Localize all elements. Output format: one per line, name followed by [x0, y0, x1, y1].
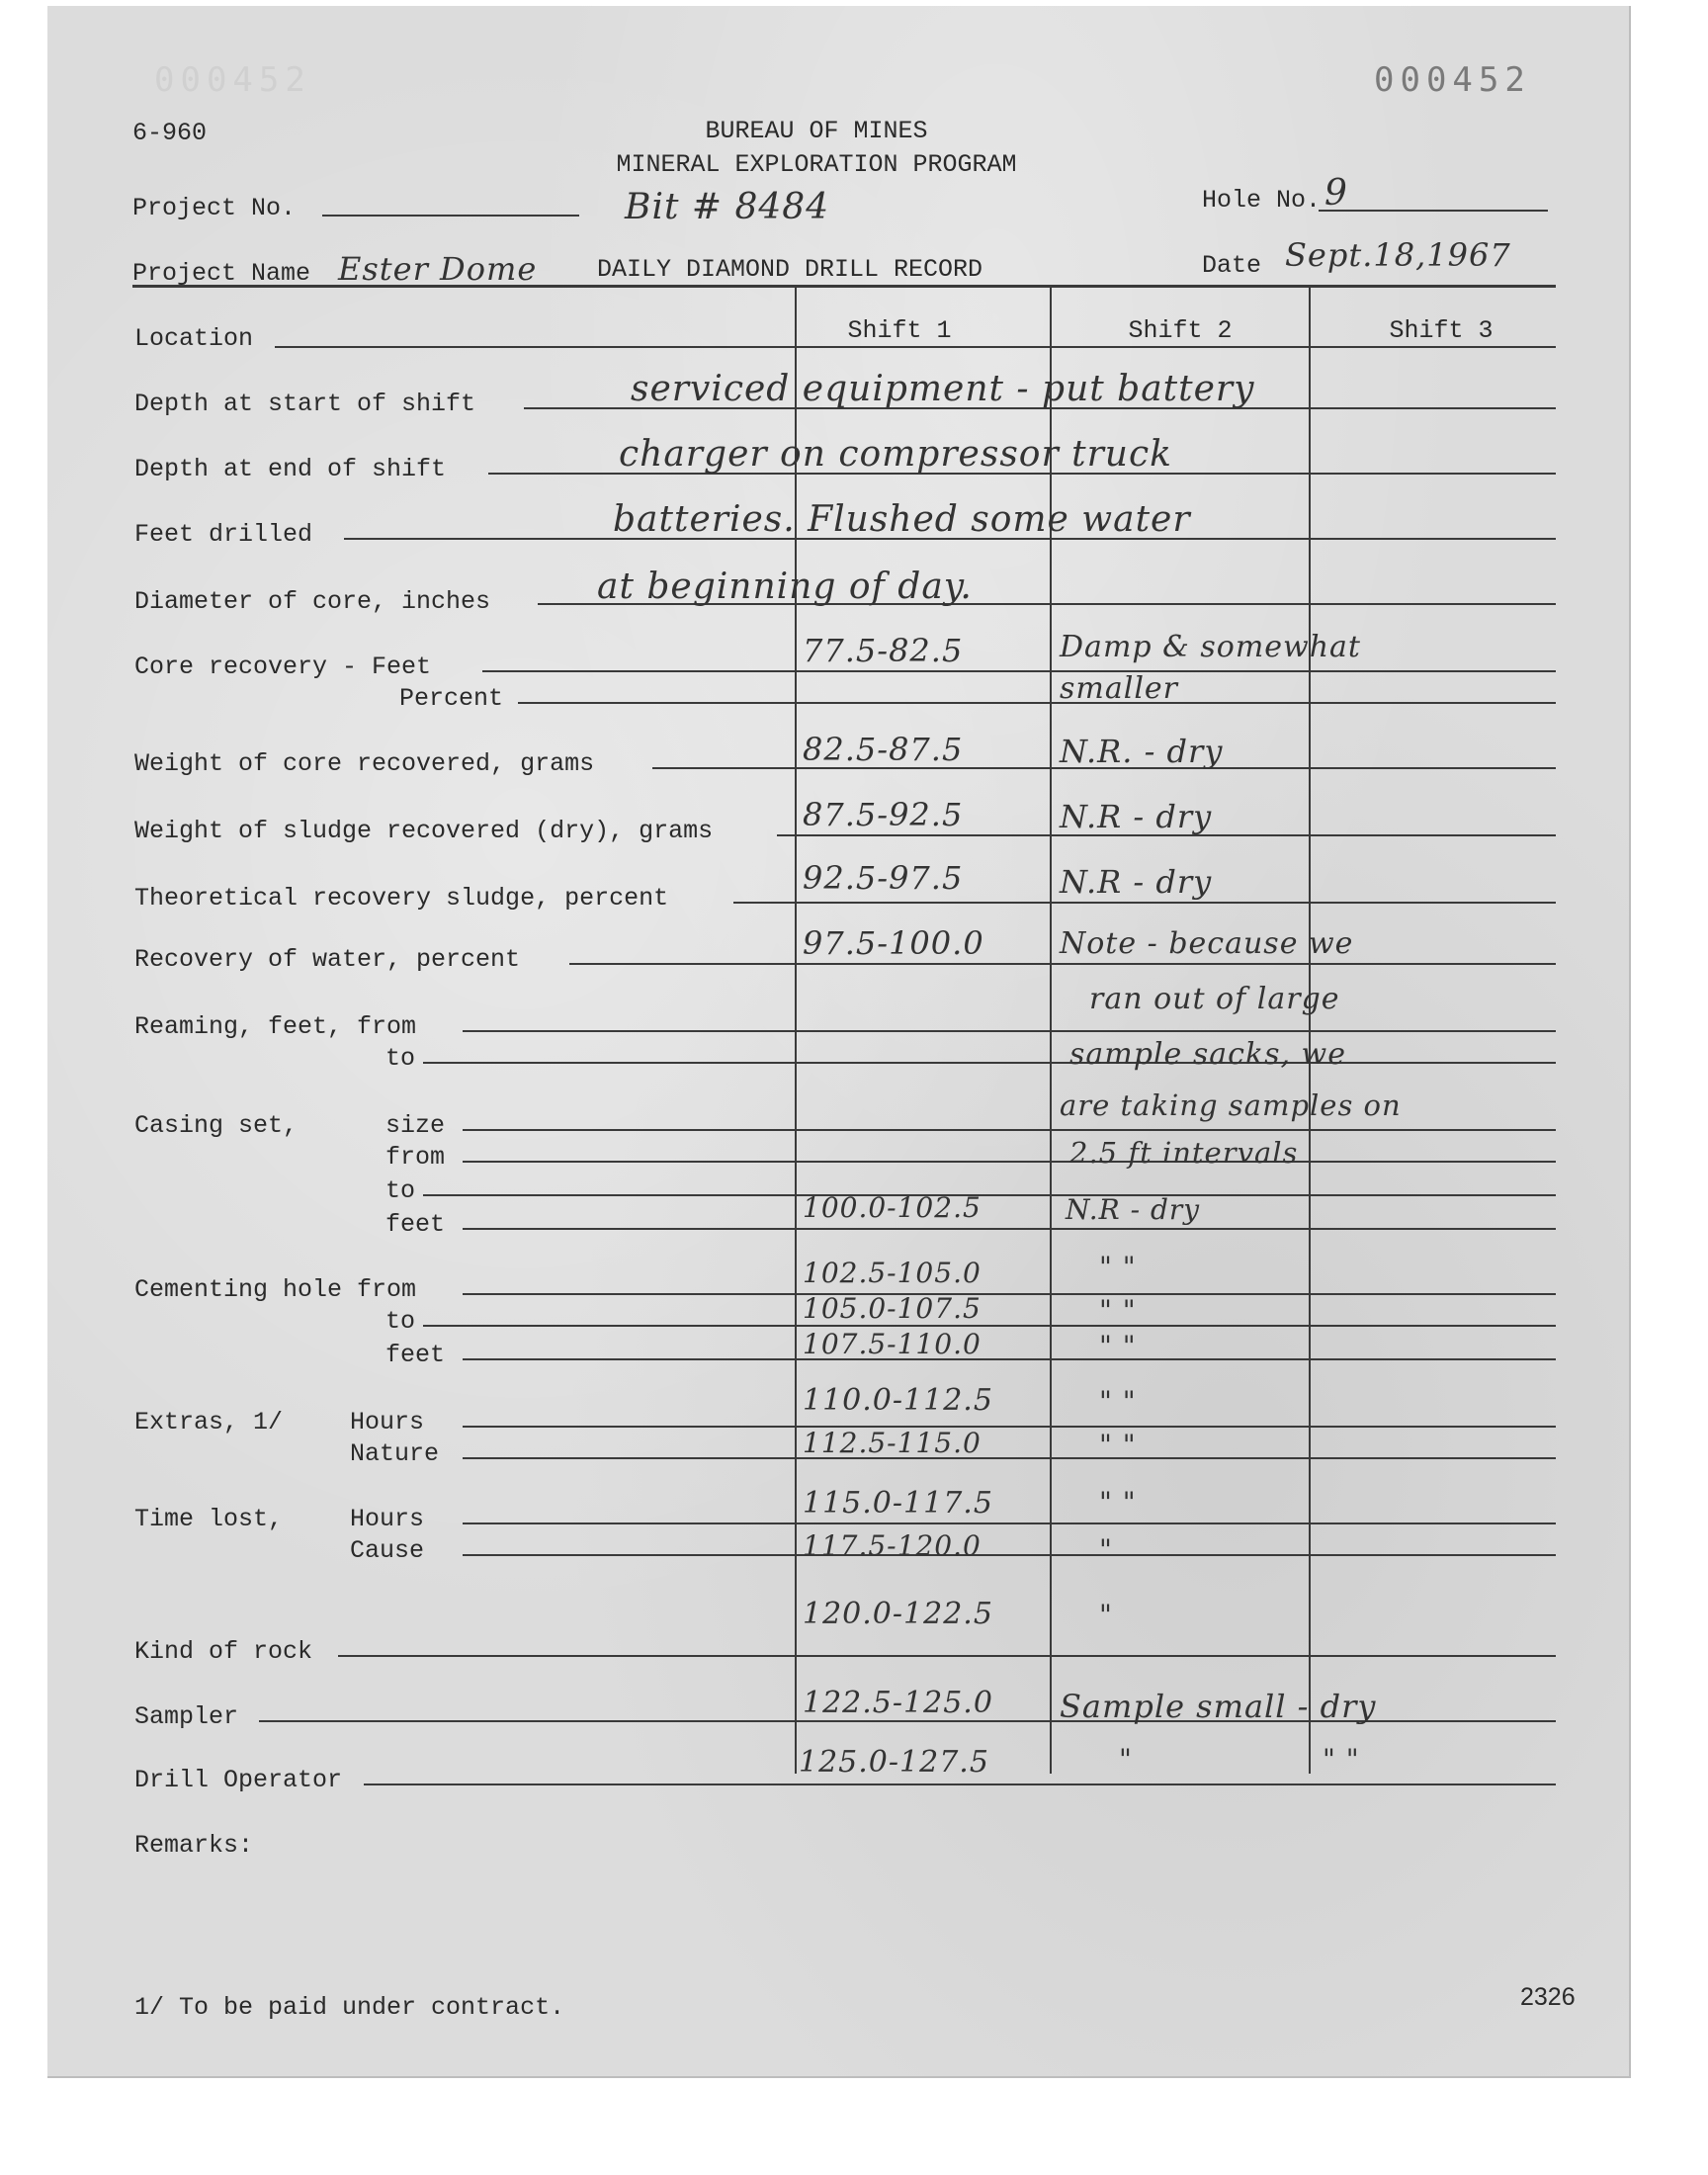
- project-name-label: Project Name: [132, 259, 311, 288]
- label-cementing-feet: feet: [385, 1341, 446, 1369]
- interval-3: 87.5-92.5: [803, 796, 964, 833]
- footnote: 1/ To be paid under contract.: [134, 1993, 565, 2022]
- label-depth-start: Depth at start of shift: [134, 390, 476, 418]
- hw-note-line-4: at beginning of day.: [597, 566, 973, 607]
- label-casing-from: from: [385, 1143, 446, 1172]
- remark-12: " ": [1099, 1251, 1137, 1283]
- remark-8: sample sacks, we: [1069, 1037, 1346, 1072]
- label-theoretical: Theoretical recovery sludge, percent: [134, 884, 669, 913]
- remark-11: N.R - dry: [1066, 1193, 1201, 1226]
- remark-14: " ": [1099, 1330, 1137, 1362]
- label-location: Location: [134, 324, 254, 353]
- label-cementing: Cementing hole from: [134, 1275, 417, 1304]
- remark-16: " ": [1099, 1429, 1137, 1461]
- label-sampler: Sampler: [134, 1702, 239, 1731]
- remark-4: N.R - dry: [1060, 798, 1213, 835]
- label-drill-operator: Drill Operator: [134, 1766, 343, 1794]
- label-extras-hours: Hours: [350, 1408, 425, 1436]
- shift-3-header: Shift 3: [1389, 316, 1494, 345]
- hole-no-value: 9: [1324, 173, 1348, 214]
- document-sheet: [47, 6, 1631, 2078]
- label-extras-nature: Nature: [350, 1439, 440, 1468]
- record-title: DAILY DIAMOND DRILL RECORD: [597, 255, 983, 284]
- remark-22: " ": [1323, 1743, 1360, 1776]
- label-weight-core: Weight of core recovered, grams: [134, 749, 595, 778]
- label-core-recovery: Core recovery - Feet: [134, 652, 432, 681]
- interval-2: 82.5-87.5: [803, 731, 964, 768]
- remark-7: ran out of large: [1089, 982, 1340, 1016]
- interval-6: 100.0-102.5: [803, 1191, 982, 1224]
- interval-14: 120.0-122.5: [803, 1597, 993, 1631]
- project-name-value: Ester Dome: [338, 250, 538, 288]
- agency-title: BUREAU OF MINES: [705, 117, 928, 145]
- date-value: Sept.18,1967: [1285, 236, 1511, 274]
- ghost-stamp: 000452: [154, 60, 311, 100]
- program-title: MINERAL EXPLORATION PROGRAM: [616, 150, 1017, 179]
- interval-1: 77.5-82.5: [803, 632, 964, 669]
- remark-10: 2.5 ft intervals: [1069, 1136, 1299, 1170]
- remark-18: ": [1099, 1533, 1113, 1566]
- form-number: 6-960: [132, 119, 208, 147]
- interval-4: 92.5-97.5: [803, 859, 964, 897]
- label-feet-drilled: Feet drilled: [134, 520, 313, 549]
- interval-15: 122.5-125.0: [803, 1686, 993, 1720]
- label-casing: Casing set,: [134, 1111, 299, 1140]
- interval-10: 110.0-112.5: [803, 1383, 993, 1418]
- label-water: Recovery of water, percent: [134, 945, 521, 974]
- remark-3: N.R. - dry: [1060, 733, 1224, 770]
- project-no-label: Project No.: [132, 194, 297, 222]
- label-casing-feet: feet: [385, 1210, 446, 1239]
- hole-no-label: Hole No.: [1202, 186, 1322, 215]
- label-weight-sludge: Weight of sludge recovered (dry), grams: [134, 817, 714, 845]
- label-reaming-to: to: [385, 1044, 416, 1073]
- remark-19: ": [1099, 1599, 1113, 1631]
- header-divider: [132, 285, 1556, 288]
- label-percent: Percent: [399, 684, 504, 713]
- label-time-lost: Time lost,: [134, 1505, 284, 1533]
- label-time-hours: Hours: [350, 1505, 425, 1533]
- remark-21: ": [1119, 1743, 1133, 1776]
- label-time-cause: Cause: [350, 1536, 425, 1565]
- remark-17: " ": [1099, 1486, 1137, 1519]
- interval-9: 107.5-110.0: [803, 1328, 982, 1360]
- interval-13: 117.5-120.0: [803, 1529, 982, 1562]
- label-reaming: Reaming, feet, from: [134, 1012, 417, 1041]
- remark-20: Sample small - dry: [1060, 1688, 1377, 1725]
- label-casing-to: to: [385, 1176, 416, 1205]
- date-label: Date: [1202, 251, 1262, 280]
- remark-2: smaller: [1060, 671, 1179, 706]
- remark-9: are taking samples on: [1060, 1088, 1402, 1122]
- label-casing-size: size: [385, 1111, 446, 1140]
- remark-6: Note - because we: [1060, 926, 1354, 961]
- label-depth-end: Depth at end of shift: [134, 455, 447, 483]
- interval-8: 105.0-107.5: [803, 1292, 982, 1325]
- project-no-value: Bit # 8484: [625, 187, 830, 227]
- shift-1-header: Shift 1: [847, 316, 952, 345]
- remark-13: " ": [1099, 1294, 1137, 1327]
- page-number: 2326: [1520, 1983, 1576, 2011]
- label-extras: Extras, 1/: [134, 1408, 284, 1436]
- label-cementing-to: to: [385, 1307, 416, 1336]
- hw-note-line-1: serviced equipment - put battery: [631, 369, 1255, 409]
- interval-11: 112.5-115.0: [803, 1427, 982, 1459]
- remark-5: N.R - dry: [1060, 863, 1213, 901]
- hw-note-line-2: charger on compressor truck: [619, 434, 1172, 475]
- remark-1: Damp & somewhat: [1060, 630, 1361, 664]
- label-remarks: Remarks:: [134, 1831, 254, 1860]
- stamp-number: 000452: [1374, 60, 1531, 100]
- hw-note-line-3: batteries. Flushed some water: [613, 499, 1191, 540]
- table-bottom-rule: [364, 1784, 1556, 1785]
- interval-7: 102.5-105.0: [803, 1257, 982, 1289]
- interval-5: 97.5-100.0: [803, 924, 984, 962]
- label-diameter: Diameter of core, inches: [134, 587, 491, 616]
- remark-15: " ": [1099, 1385, 1137, 1418]
- shift-2-header: Shift 2: [1128, 316, 1233, 345]
- label-kind-rock: Kind of rock: [134, 1637, 313, 1666]
- interval-12: 115.0-117.5: [803, 1486, 993, 1521]
- interval-16: 125.0-127.5: [799, 1745, 989, 1780]
